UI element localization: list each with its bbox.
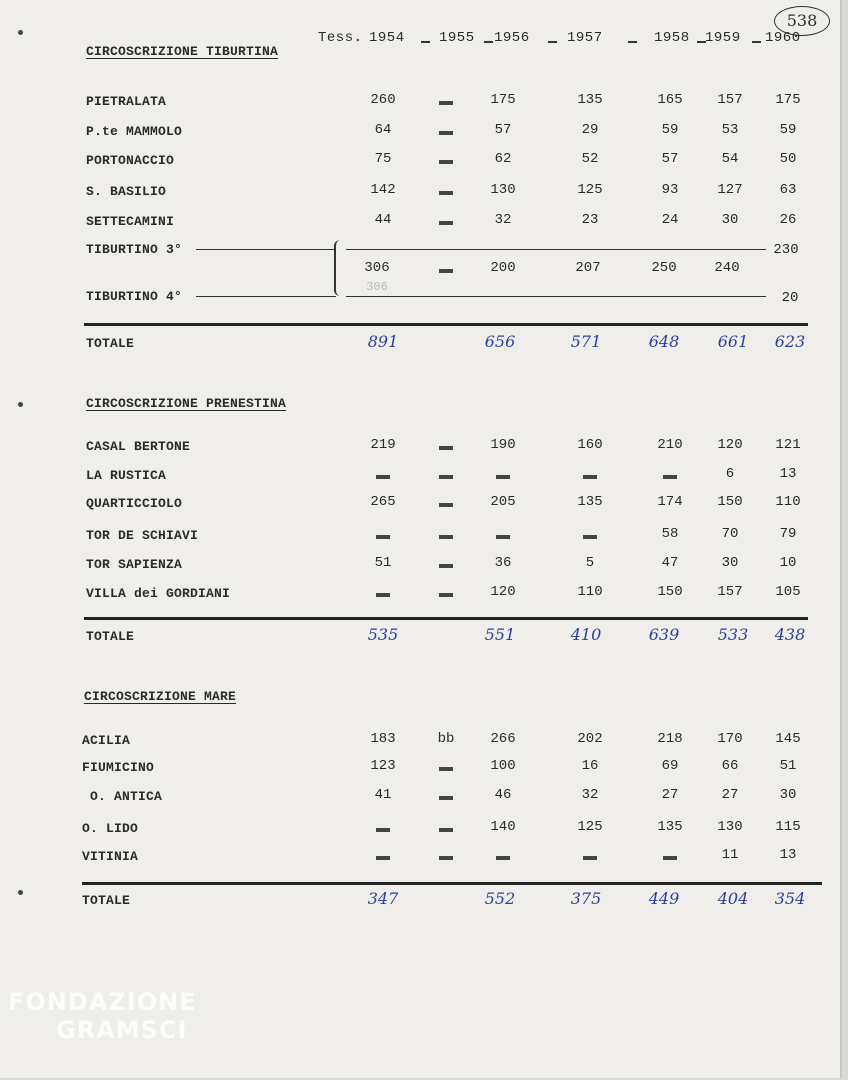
table-cell: 59 xyxy=(779,122,797,138)
year-separator xyxy=(421,41,430,43)
dash-mark xyxy=(439,535,453,539)
section-title-mare: CIRCOSCRIZIONE MARE xyxy=(84,689,237,704)
table-cell: 121 xyxy=(775,437,801,453)
table-cell: 5 xyxy=(585,555,595,571)
table-cell: 30 xyxy=(779,787,797,803)
table-cell: 150 xyxy=(717,494,743,510)
dash-mark xyxy=(583,535,597,539)
margin-mark xyxy=(18,30,23,35)
table-cell: 135 xyxy=(577,494,603,510)
table-cell: 27 xyxy=(721,787,739,803)
table-cell: 120 xyxy=(490,584,516,600)
total-label: TOTALE xyxy=(86,629,135,644)
table-cell: 100 xyxy=(490,758,516,774)
dash-mark xyxy=(439,767,453,771)
margin-mark xyxy=(18,402,23,407)
table-cell: 41 xyxy=(374,787,392,803)
table-cell: 13 xyxy=(779,847,797,863)
section-title-prenestina: CIRCOSCRIZIONE PRENESTINA xyxy=(86,396,287,411)
row-name: ACILIA xyxy=(82,733,131,748)
table-cell: 93 xyxy=(661,182,679,198)
table-cell: 175 xyxy=(775,92,801,108)
dash-mark xyxy=(376,593,390,597)
table-cell: 32 xyxy=(581,787,599,803)
year-label: 1957 xyxy=(567,30,603,46)
table-cell: 11 xyxy=(721,847,739,863)
table-cell: 210 xyxy=(657,437,683,453)
table-cell: 260 xyxy=(370,92,396,108)
table-cell: 30 xyxy=(721,555,739,571)
dash-mark xyxy=(439,564,453,568)
table-cell: 70 xyxy=(721,526,739,542)
dash-mark xyxy=(496,475,510,479)
total-label: TOTALE xyxy=(82,893,131,908)
table-cell: 306 xyxy=(364,260,390,276)
handwritten-total: 404 xyxy=(717,889,749,908)
brace xyxy=(334,240,344,296)
table-cell: 174 xyxy=(657,494,683,510)
table-cell: 63 xyxy=(779,182,797,198)
page-number: 538 xyxy=(774,6,830,36)
handwritten-total: 449 xyxy=(648,889,680,908)
dash-mark xyxy=(439,191,453,195)
row-name: LA RUSTICA xyxy=(86,468,167,483)
table-cell: 125 xyxy=(577,819,603,835)
year-label: 1954 xyxy=(369,30,405,46)
table-cell: 250 xyxy=(651,260,677,276)
table-cell: 265 xyxy=(370,494,396,510)
table-cell: 127 xyxy=(717,182,743,198)
table-cell: 24 xyxy=(661,212,679,228)
table-cell: 58 xyxy=(661,526,679,542)
value-tiburtino-3-1960: 230 xyxy=(773,242,799,258)
year-separator xyxy=(628,41,637,43)
dash-mark xyxy=(583,856,597,860)
section-title-tiburtina: CIRCOSCRIZIONE TIBURTINA xyxy=(86,44,279,59)
watermark-line-1: FONDAZIONE xyxy=(8,988,197,1016)
dash-mark xyxy=(439,796,453,800)
table-cell: 57 xyxy=(661,151,679,167)
table-cell: 44 xyxy=(374,212,392,228)
handwritten-total: 354 xyxy=(774,889,806,908)
table-cell: 120 xyxy=(717,437,743,453)
row-name: O. LIDO xyxy=(82,821,139,836)
dash-mark xyxy=(439,269,453,273)
row-name-tiburtino-4: TIBURTINO 4° xyxy=(86,289,183,304)
total-rule xyxy=(82,882,822,885)
table-cell: 130 xyxy=(717,819,743,835)
dash-mark xyxy=(376,535,390,539)
dash-mark xyxy=(663,856,677,860)
table-cell: 170 xyxy=(717,731,743,747)
table-cell: 51 xyxy=(374,555,392,571)
handwritten-total: 535 xyxy=(367,625,399,644)
row-name: TOR SAPIENZA xyxy=(86,557,183,572)
table-cell: 240 xyxy=(714,260,740,276)
row-name: VITINIA xyxy=(82,849,139,864)
table-cell: 183 xyxy=(370,731,396,747)
row-name: FIUMICINO xyxy=(82,760,155,775)
table-cell: 207 xyxy=(575,260,601,276)
handwritten-total: 375 xyxy=(570,889,602,908)
dash-mark xyxy=(439,101,453,105)
table-cell: 52 xyxy=(581,151,599,167)
handwritten-total: 656 xyxy=(484,332,516,351)
table-cell: 23 xyxy=(581,212,599,228)
year-label: 1960 xyxy=(765,30,801,46)
total-rule xyxy=(84,617,808,620)
table-cell: 27 xyxy=(661,787,679,803)
table-cell: 79 xyxy=(779,526,797,542)
table-cell: 110 xyxy=(577,584,603,600)
dash-mark xyxy=(439,503,453,507)
handwritten-total: 571 xyxy=(570,332,602,351)
handwritten-total: 661 xyxy=(717,332,749,351)
table-cell: 54 xyxy=(721,151,739,167)
dash-mark xyxy=(663,475,677,479)
row-name-tiburtino-3: TIBURTINO 3° xyxy=(86,242,183,257)
table-cell: 205 xyxy=(490,494,516,510)
table-cell: 30 xyxy=(721,212,739,228)
faint-value: 306 xyxy=(366,280,388,294)
table-cell: 123 xyxy=(370,758,396,774)
table-cell: 115 xyxy=(775,819,801,835)
dash-mark xyxy=(583,475,597,479)
row-name: QUARTICCIOLO xyxy=(86,496,183,511)
table-cell: 10 xyxy=(779,555,797,571)
table-cell: 50 xyxy=(779,151,797,167)
row-name: O. ANTICA xyxy=(90,789,163,804)
header-label: Tess. xyxy=(318,30,363,46)
total-rule xyxy=(84,323,808,326)
year-label: 1956 xyxy=(494,30,530,46)
dash-mark xyxy=(439,856,453,860)
dash-mark xyxy=(439,593,453,597)
leader-line xyxy=(346,249,766,250)
table-cell: 6 xyxy=(725,466,735,482)
table-cell: 218 xyxy=(657,731,683,747)
year-separator xyxy=(752,41,761,43)
table-cell: 142 xyxy=(370,182,396,198)
table-cell: 46 xyxy=(494,787,512,803)
dash-mark xyxy=(439,446,453,450)
leader-line xyxy=(196,296,336,297)
row-name: PORTONACCIO xyxy=(86,153,175,168)
table-cell: 219 xyxy=(370,437,396,453)
table-cell: 29 xyxy=(581,122,599,138)
year-label: 1959 xyxy=(705,30,741,46)
dash-mark xyxy=(439,160,453,164)
year-separator xyxy=(548,41,557,43)
table-cell: 145 xyxy=(775,731,801,747)
table-cell: 53 xyxy=(721,122,739,138)
dash-mark xyxy=(376,828,390,832)
row-name: VILLA dei GORDIANI xyxy=(86,586,231,601)
row-name: PIETRALATA xyxy=(86,94,167,109)
handwritten-total: 410 xyxy=(570,625,602,644)
table-cell: 26 xyxy=(779,212,797,228)
watermark-line-2: GRAMSCI xyxy=(56,1016,188,1044)
leader-line xyxy=(346,296,766,297)
table-cell: 51 xyxy=(779,758,797,774)
table-cell: 62 xyxy=(494,151,512,167)
handwritten-total: 347 xyxy=(367,889,399,908)
table-cell: 150 xyxy=(657,584,683,600)
year-separator xyxy=(484,41,493,43)
handwritten-total: 552 xyxy=(484,889,516,908)
table-cell: 16 xyxy=(581,758,599,774)
table-cell: 32 xyxy=(494,212,512,228)
handwritten-total: 639 xyxy=(648,625,680,644)
table-cell: 140 xyxy=(490,819,516,835)
total-label: TOTALE xyxy=(86,336,135,351)
table-cell: 202 xyxy=(577,731,603,747)
value-tiburtino-4-1960: 20 xyxy=(781,290,799,306)
table-cell: 59 xyxy=(661,122,679,138)
row-name: S. BASILIO xyxy=(86,184,167,199)
handwritten-total: 648 xyxy=(648,332,680,351)
dash-mark xyxy=(496,535,510,539)
table-cell: 157 xyxy=(717,92,743,108)
table-cell: 75 xyxy=(374,151,392,167)
table-cell: 175 xyxy=(490,92,516,108)
handwritten-total: 533 xyxy=(717,625,749,644)
table-cell: 57 xyxy=(494,122,512,138)
table-cell: 125 xyxy=(577,182,603,198)
margin-mark xyxy=(18,890,23,895)
table-cell: 157 xyxy=(717,584,743,600)
dash-mark xyxy=(496,856,510,860)
table-cell: 64 xyxy=(374,122,392,138)
table-cell: 110 xyxy=(775,494,801,510)
table-cell: 160 xyxy=(577,437,603,453)
handwritten-total: 551 xyxy=(484,625,516,644)
table-cell: 66 xyxy=(721,758,739,774)
year-label: 1955 xyxy=(439,30,475,46)
table-cell: 130 xyxy=(490,182,516,198)
row-name: TOR DE SCHIAVI xyxy=(86,528,199,543)
table-cell: 135 xyxy=(657,819,683,835)
table-cell: 69 xyxy=(661,758,679,774)
table-cell: 266 xyxy=(490,731,516,747)
leader-line xyxy=(196,249,336,250)
table-cell: bb xyxy=(437,731,455,747)
dash-mark xyxy=(439,131,453,135)
row-name: CASAL BERTONE xyxy=(86,439,191,454)
table-cell: 200 xyxy=(490,260,516,276)
table-cell: 47 xyxy=(661,555,679,571)
table-cell: 135 xyxy=(577,92,603,108)
table-cell: 190 xyxy=(490,437,516,453)
dash-mark xyxy=(439,828,453,832)
year-label: 1958 xyxy=(654,30,690,46)
row-name: P.te MAMMOLO xyxy=(86,124,183,139)
dash-mark xyxy=(439,475,453,479)
handwritten-total: 438 xyxy=(774,625,806,644)
table-cell: 13 xyxy=(779,466,797,482)
table-cell: 36 xyxy=(494,555,512,571)
handwritten-total: 891 xyxy=(367,332,399,351)
handwritten-total: 623 xyxy=(774,332,806,351)
dash-mark xyxy=(439,221,453,225)
table-cell: 105 xyxy=(775,584,801,600)
row-name: SETTECAMINI xyxy=(86,214,175,229)
dash-mark xyxy=(376,475,390,479)
dash-mark xyxy=(376,856,390,860)
table-cell: 165 xyxy=(657,92,683,108)
